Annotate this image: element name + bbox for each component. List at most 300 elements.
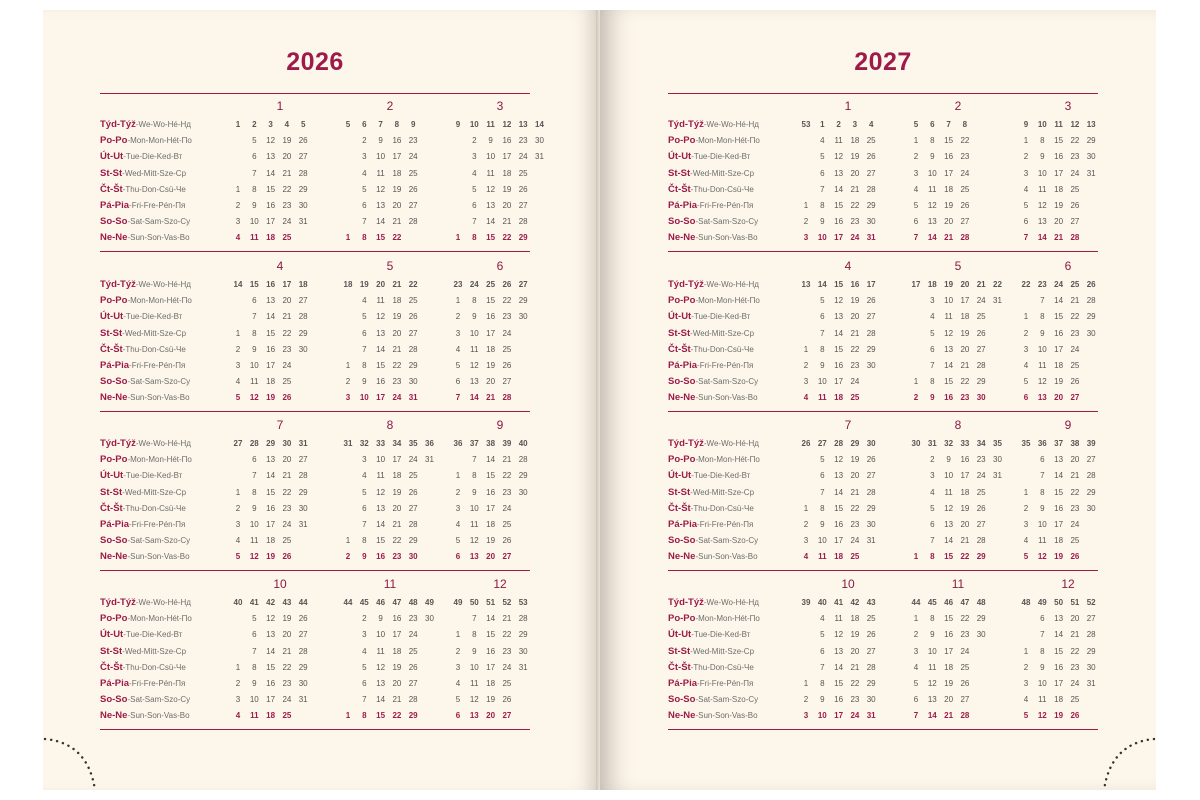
day-cell: 2	[1023, 328, 1029, 338]
week-number: 9	[410, 120, 416, 129]
day-name-label	[668, 693, 758, 706]
day-cell: 14	[266, 312, 276, 322]
day-code: St-St	[100, 167, 123, 179]
day-cell: 1	[803, 503, 809, 513]
sunday-cell: 29	[976, 552, 986, 562]
day-cell: 28	[408, 217, 418, 227]
day-cell: 5	[913, 679, 919, 688]
day-cell: 21	[850, 328, 860, 338]
day-cell: 26	[502, 695, 512, 705]
day-cell: 18	[944, 662, 954, 672]
week-number: 44	[343, 598, 353, 607]
day-cell: 7	[930, 536, 935, 546]
week-number: 31	[298, 439, 308, 448]
day-cell: 3	[362, 455, 367, 465]
day-cell: 13	[834, 646, 844, 656]
day-code: So-So	[668, 694, 696, 706]
day-cell: 11	[928, 662, 937, 672]
week-number: 53	[801, 120, 811, 129]
day-code: Pá-Pia	[668, 360, 698, 371]
day-cell: 26	[866, 152, 876, 162]
day-cell: 29	[866, 679, 876, 688]
day-cell: 21	[850, 487, 860, 497]
day-cell: 11	[376, 471, 385, 481]
day-cell: 17	[266, 520, 276, 529]
day-cell: 30	[866, 217, 876, 227]
day-cell: 16	[486, 487, 496, 497]
quarter-rule	[668, 251, 1098, 252]
sunday-cell: 4	[235, 711, 241, 721]
day-cell: 24	[976, 296, 986, 306]
day-cell: 1	[455, 296, 461, 306]
day-name-label	[100, 294, 192, 307]
day-cell: 3	[472, 152, 477, 162]
day-translations: -Thu-Don-Csü-Чe	[690, 662, 754, 672]
day-cell: 22	[1070, 646, 1080, 656]
day-cell: 30	[1086, 328, 1096, 338]
day-cell: 1	[1023, 136, 1029, 146]
day-translations: -Sat-Sam-Szo-Cy	[695, 536, 759, 546]
sunday-cell: 7	[455, 393, 461, 403]
day-cell: 24	[1070, 520, 1080, 529]
day-cell: 5	[820, 296, 825, 306]
day-translations: -Mon-Mon-Hét-По	[695, 614, 760, 624]
day-cell: 20	[944, 695, 954, 705]
day-cell: 7	[1040, 471, 1045, 481]
day-cell: 17	[266, 217, 276, 227]
day-cell: 14	[376, 695, 386, 705]
day-translations: -We-Wo-Hé-Нд	[135, 439, 191, 448]
day-translations: -Mon-Mon-Hét-По	[127, 136, 192, 146]
day-cell: 13	[927, 695, 937, 705]
day-cell: 28	[518, 455, 528, 465]
day-code: Út-Ut	[668, 470, 692, 482]
day-cell: 7	[820, 328, 825, 338]
day-cell: 7	[820, 184, 825, 194]
day-cell: 4	[362, 646, 367, 656]
day-cell: 6	[820, 168, 825, 178]
day-cell: 20	[392, 328, 402, 338]
day-cell: 19	[850, 455, 860, 465]
week-number: 13	[518, 120, 528, 129]
day-cell: 13	[1054, 455, 1064, 465]
day-name-label	[100, 677, 185, 690]
sunday-cell: 6	[455, 711, 461, 721]
day-cell: 29	[1086, 136, 1096, 146]
week-number: 28	[834, 439, 844, 448]
day-cell: 16	[1054, 152, 1064, 162]
week-number: 12	[1070, 120, 1080, 129]
week-number: 49	[425, 598, 434, 607]
week-number: 36	[425, 439, 434, 448]
day-cell: 10	[249, 520, 259, 529]
week-number: 15	[834, 280, 844, 289]
day-cell: 8	[820, 344, 825, 354]
week-number: 52	[1086, 598, 1096, 607]
day-cell: 5	[472, 184, 477, 194]
month-number: 8	[386, 418, 394, 432]
sunday-cell: 28	[502, 393, 512, 403]
day-cell: 23	[976, 455, 986, 465]
day-cell: 30	[1086, 152, 1096, 162]
day-name-label	[100, 118, 191, 131]
day-cell: 1	[803, 679, 809, 688]
day-cell: 28	[866, 487, 876, 497]
day-cell: 3	[1023, 679, 1029, 688]
day-cell: 15	[944, 136, 954, 146]
week-number: 26	[801, 439, 811, 448]
day-cell: 16	[834, 520, 844, 529]
day-translations: -Mon-Mon-Hét-По	[127, 455, 192, 465]
week-number: 44	[298, 598, 308, 607]
day-cell: 15	[944, 614, 954, 624]
day-cell: 3	[1023, 520, 1029, 529]
day-code: Týd-Týž	[100, 438, 136, 449]
day-cell: 27	[518, 201, 528, 210]
day-cell: 10	[469, 503, 479, 513]
day-translations: -Sun-Son-Vas-Во	[695, 233, 758, 243]
day-name-label	[668, 199, 753, 212]
week-number: 40	[817, 598, 827, 607]
day-cell: 4	[455, 679, 461, 688]
day-cell: 1	[345, 536, 351, 546]
day-code: Pá-Pia	[668, 200, 698, 211]
day-cell: 29	[1086, 646, 1096, 656]
day-cell: 26	[1070, 377, 1080, 387]
day-translations: -Sat-Sam-Szo-Cy	[127, 217, 191, 227]
day-cell: 16	[834, 217, 844, 227]
book-gutter	[596, 10, 600, 790]
day-cell: 9	[362, 377, 367, 387]
day-name-label	[100, 327, 186, 340]
day-cell: 18	[1054, 184, 1064, 194]
day-cell: 14	[486, 217, 496, 227]
day-translations: -Sat-Sam-Szo-Cy	[127, 377, 191, 387]
week-number: 13	[1086, 120, 1096, 129]
day-cell: 9	[820, 217, 825, 227]
day-cell: 25	[408, 168, 418, 178]
day-cell: 28	[866, 184, 876, 194]
day-cell: 24	[408, 630, 418, 640]
month-number: 5	[954, 259, 962, 273]
day-cell: 10	[249, 361, 259, 370]
day-cell: 16	[960, 455, 970, 465]
day-cell: 3	[803, 536, 809, 546]
day-cell: 21	[392, 344, 402, 354]
day-cell: 8	[930, 377, 935, 387]
sunday-cell: 15	[376, 233, 386, 243]
day-cell: 10	[249, 217, 259, 227]
day-cell: 13	[1037, 217, 1047, 227]
day-cell: 19	[282, 136, 292, 146]
day-cell: 19	[392, 662, 402, 672]
week-number: 45	[927, 598, 937, 607]
day-cell: 30	[1086, 662, 1096, 672]
day-name-label	[668, 709, 758, 722]
day-code: Týd-Týž	[668, 279, 704, 290]
day-cell: 24	[960, 646, 970, 656]
day-cell: 26	[298, 136, 308, 146]
day-name-label	[100, 391, 190, 404]
day-cell: 17	[266, 361, 276, 370]
day-cell: 13	[486, 201, 496, 210]
sunday-cell: 9	[362, 552, 367, 562]
week-number: 21	[976, 280, 986, 289]
day-cell: 21	[392, 520, 402, 529]
sunday-cell: 18	[266, 233, 276, 243]
day-cell: 10	[817, 536, 827, 546]
day-translations: -Thu-Don-Csü-Чe	[122, 184, 186, 194]
day-name-label	[668, 278, 759, 291]
day-cell: 27	[1086, 455, 1096, 465]
day-cell: 20	[1054, 217, 1064, 227]
day-translations: -Mon-Mon-Hét-По	[127, 296, 192, 306]
day-cell: 13	[927, 217, 937, 227]
week-number: 11	[1054, 120, 1063, 129]
day-cell: 1	[803, 344, 809, 354]
day-code: So-So	[668, 216, 696, 228]
week-number: 46	[376, 598, 386, 607]
day-cell: 13	[266, 152, 276, 162]
sunday-cell: 1	[345, 711, 351, 721]
day-cell: 13	[834, 168, 844, 178]
day-cell: 14	[944, 361, 954, 370]
day-cell: 16	[376, 377, 386, 387]
day-cell: 15	[834, 201, 844, 210]
quarter-block	[100, 419, 530, 579]
day-cell: 27	[866, 471, 876, 481]
week-number: 25	[1070, 280, 1080, 289]
day-name-label	[100, 453, 192, 466]
day-cell: 17	[1054, 168, 1064, 178]
sunday-cell: 15	[376, 711, 386, 721]
quarter-block	[668, 100, 1098, 260]
sunday-cell: 21	[944, 711, 954, 721]
day-cell: 20	[850, 312, 860, 322]
week-number: 52	[502, 598, 512, 607]
day-cell: 22	[282, 487, 292, 497]
day-cell: 17	[1054, 344, 1064, 354]
day-cell: 8	[362, 536, 367, 546]
week-number: 16	[266, 280, 276, 289]
day-cell: 13	[376, 503, 386, 513]
day-name-label	[100, 550, 190, 563]
day-cell: 14	[376, 520, 386, 529]
day-cell: 21	[850, 662, 860, 672]
day-code: So-So	[100, 535, 128, 547]
day-cell: 4	[913, 184, 919, 194]
day-cell: 10	[944, 471, 954, 481]
week-number: 32	[359, 439, 369, 448]
day-cell: 7	[1040, 296, 1045, 306]
week-number: 12	[502, 120, 512, 129]
day-cell: 4	[913, 662, 919, 672]
day-code: Ne-Ne	[100, 232, 128, 244]
day-cell: 27	[866, 646, 876, 656]
month-number: 4	[844, 259, 852, 273]
day-cell: 30	[518, 646, 528, 656]
day-cell: 21	[1070, 630, 1080, 640]
day-cell: 8	[362, 361, 367, 370]
day-cell: 16	[834, 361, 844, 370]
day-cell: 2	[362, 136, 367, 146]
sunday-cell: 13	[469, 711, 479, 721]
month-number: 1	[276, 99, 284, 113]
sunday-cell: 1	[345, 233, 351, 243]
day-cell: 12	[376, 312, 386, 322]
day-cell: 23	[960, 152, 970, 162]
week-number: 10	[469, 120, 479, 129]
day-cell: 7	[820, 662, 825, 672]
month-number: 10	[841, 577, 855, 591]
day-cell: 13	[944, 520, 954, 529]
day-cell: 10	[469, 328, 479, 338]
day-cell: 13	[376, 328, 386, 338]
day-cell: 25	[976, 312, 986, 322]
day-name-label	[668, 294, 760, 307]
day-cell: 29	[298, 184, 308, 194]
day-cell: 19	[392, 312, 402, 322]
day-cell: 15	[266, 328, 276, 338]
day-name-label	[668, 486, 754, 499]
week-number: 2	[252, 120, 257, 129]
day-cell: 31	[518, 662, 528, 672]
day-cell: 4	[1023, 536, 1029, 546]
day-cell: 16	[486, 312, 496, 322]
sunday-cell: 18	[834, 552, 844, 562]
day-code: Út-Ut	[668, 311, 692, 323]
week-number: 9	[1023, 120, 1029, 129]
sunday-cell: 2	[913, 393, 919, 403]
sunday-cell: 12	[1037, 552, 1047, 562]
month-number: 12	[1061, 577, 1075, 591]
sunday-cell: 14	[469, 393, 479, 403]
month-number: 4	[276, 259, 284, 273]
day-cell: 10	[1037, 679, 1047, 688]
day-translations: -Thu-Don-Csü-Чe	[690, 503, 754, 513]
day-cell: 6	[913, 695, 919, 705]
sunday-cell: 26	[282, 393, 292, 403]
quarter-block	[100, 99, 544, 260]
day-cell: 3	[930, 296, 935, 306]
week-number: 21	[392, 280, 402, 289]
day-cell: 22	[502, 296, 512, 306]
day-cell: 30	[866, 361, 876, 370]
day-cell: 29	[298, 487, 308, 497]
sunday-cell: 26	[1070, 711, 1080, 721]
day-cell: 16	[1054, 503, 1064, 513]
day-cell: 2	[1023, 152, 1029, 162]
day-cell: 8	[252, 487, 257, 497]
sunday-cell: 16	[944, 393, 954, 403]
week-number: 42	[850, 598, 860, 607]
day-cell: 7	[930, 361, 935, 370]
day-cell: 17	[392, 630, 402, 640]
month-number: 1	[844, 99, 852, 113]
day-cell: 12	[376, 184, 386, 194]
quarter-block	[100, 260, 530, 420]
week-number: 4	[284, 120, 290, 129]
day-cell: 5	[362, 312, 367, 322]
day-cell: 28	[1086, 630, 1096, 640]
day-cell: 24	[1070, 168, 1080, 178]
day-cell: 24	[976, 471, 986, 481]
day-cell: 30	[298, 679, 308, 688]
day-name-label	[668, 518, 753, 531]
day-cell: 28	[408, 344, 418, 354]
day-code: So-So	[100, 376, 128, 388]
day-cell: 29	[518, 471, 528, 481]
day-cell: 17	[486, 662, 496, 672]
day-cell: 20	[282, 152, 292, 162]
day-code: St-St	[668, 167, 691, 179]
day-cell: 29	[1086, 312, 1096, 322]
sunday-cell: 18	[834, 393, 844, 403]
day-cell: 8	[1040, 487, 1045, 497]
day-name-label	[100, 612, 192, 625]
day-translations: -Fri-Fre-Pén-Пя	[129, 679, 186, 688]
sunday-cell: 5	[235, 552, 241, 562]
day-cell: 9	[1040, 152, 1045, 162]
week-number: 45	[359, 598, 369, 607]
day-cell: 9	[472, 487, 477, 497]
sunday-cell: 12	[249, 552, 259, 562]
sunday-cell: 26	[1070, 552, 1080, 562]
day-cell: 30	[866, 520, 876, 529]
day-cell: 17	[1054, 679, 1064, 688]
day-name-label	[668, 534, 758, 547]
sunday-cell: 17	[834, 233, 844, 243]
day-code: Po-Po	[100, 454, 128, 466]
day-cell: 26	[1070, 201, 1080, 210]
day-cell: 30	[298, 344, 308, 354]
week-number: 23	[1037, 280, 1047, 289]
month-number: 7	[276, 418, 284, 432]
day-cell: 6	[455, 377, 461, 387]
day-cell: 20	[1070, 455, 1080, 465]
week-number: 27	[233, 439, 243, 448]
week-number: 8	[394, 120, 400, 129]
day-cell: 19	[392, 487, 402, 497]
day-cell: 6	[252, 152, 257, 162]
day-cell: 25	[408, 646, 418, 656]
sunday-cell: 21	[944, 233, 954, 243]
day-cell: 12	[834, 455, 844, 465]
day-cell: 9	[472, 312, 477, 322]
week-number: 37	[469, 439, 479, 448]
day-cell: 18	[1054, 536, 1064, 546]
week-number: 43	[282, 598, 292, 607]
day-cell: 12	[1037, 377, 1047, 387]
day-cell: 29	[408, 536, 418, 546]
day-cell: 30	[425, 614, 434, 624]
month-number: 11	[951, 577, 965, 591]
day-cell: 14	[376, 344, 386, 354]
day-cell: 8	[472, 296, 477, 306]
day-cell: 30	[518, 487, 528, 497]
sunday-cell: 30	[976, 393, 986, 403]
day-cell: 13	[944, 344, 954, 354]
day-cell: 13	[266, 455, 276, 465]
day-cell: 3	[235, 361, 241, 370]
day-code: Út-Ut	[668, 629, 692, 641]
day-name-label	[100, 628, 182, 641]
day-cell: 15	[266, 487, 276, 497]
day-cell: 19	[850, 152, 860, 162]
day-translations: -Wed-Mitt-Sze-Ср	[122, 487, 187, 497]
day-cell: 16	[486, 646, 496, 656]
day-cell: 10	[927, 168, 937, 178]
